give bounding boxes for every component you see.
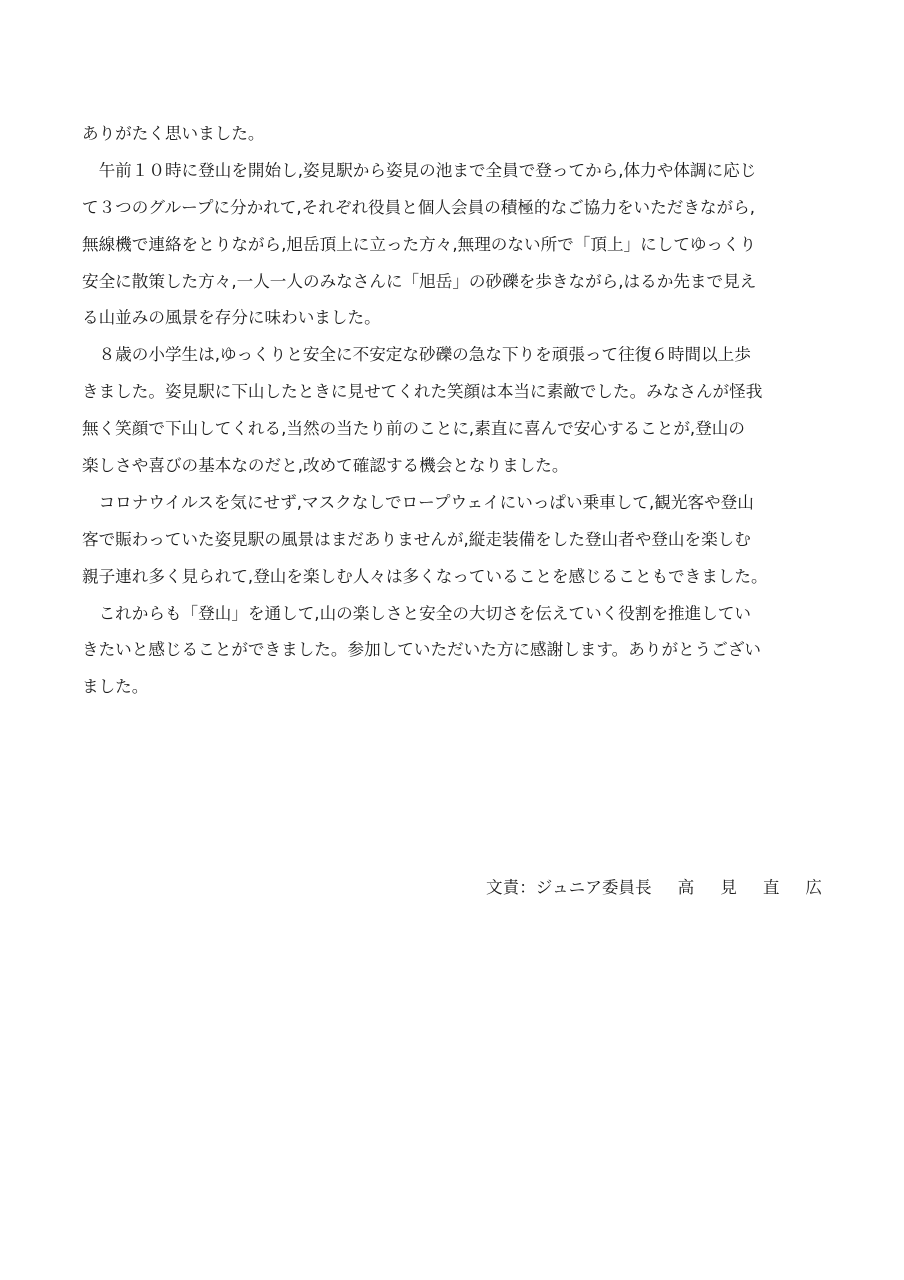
body-line: 親子連れ多く見られて,登山を楽しむ人々は多くなっていることを感じることもできました。 — [82, 566, 768, 586]
body-line: て３つのグループに分かれて,それぞれ役員と個人会員の積極的なご協力をいただきながら, — [82, 197, 755, 217]
author-name-char: 見 — [720, 878, 737, 897]
body-line: 楽しさや喜びの基本なのだと,改めて確認する機会となりました。 — [82, 456, 569, 476]
body-line: ８歳の小学生は,ゆっくりと安全に不安定な砂礫の急な下りを頑張って往復６時間以上歩 — [82, 345, 751, 365]
author-name-char: 直 — [762, 878, 780, 897]
body-line: きました。姿見駅に下山したときに見せてくれた笑顔は本当に素敵でした。みなさんが怪我 — [82, 382, 763, 402]
signature-label: 文責：ジュニア委員長 — [486, 878, 652, 897]
body-line: 無く笑顔で下山してくれる,当然の当たり前のことに,素直に喜んで安心することが,登山の — [82, 419, 745, 439]
body-line: る山並みの風景を存分に味わいました。 — [82, 308, 381, 328]
body-line: 客で賑わっていた姿見駅の風景はまだありませんが,縦走装備をした登山者や登山を楽しむ — [82, 529, 751, 549]
author-name-char: 高 — [677, 878, 695, 897]
body-line: ました。 — [82, 677, 149, 697]
body-line: これからも「登山」を通して,山の楽しさと安全の大切さを伝えていく役割を推進してい — [82, 603, 752, 623]
body-line: コロナウイルスを気にせず,マスクなしでロープウェイにいっぱい乗車して,観光客や登山 — [82, 492, 754, 512]
body-line: ありがたく思いました。 — [82, 124, 265, 143]
body-line: 安全に散策した方々,一人一人のみなさんに「旭岳」の砂礫を歩きながら,はるか先まで見え — [82, 271, 757, 291]
body-line: きたいと感じることができました。参加していただいた方に感謝します。ありがとうござい — [82, 640, 762, 660]
author-name-char: 広 — [805, 878, 822, 897]
author-signature — [82, 870, 822, 906]
report-body — [82, 116, 828, 706]
body-line: 無線機で連絡をとりながら,旭岳頂上に立った方々,無理のない所で「頂上」にしてゆっくり — [82, 234, 757, 254]
body-line: 午前１０時に登山を開始し,姿見駅から姿見の池まで全員で登ってから,体力や体調に応じ — [82, 160, 757, 180]
